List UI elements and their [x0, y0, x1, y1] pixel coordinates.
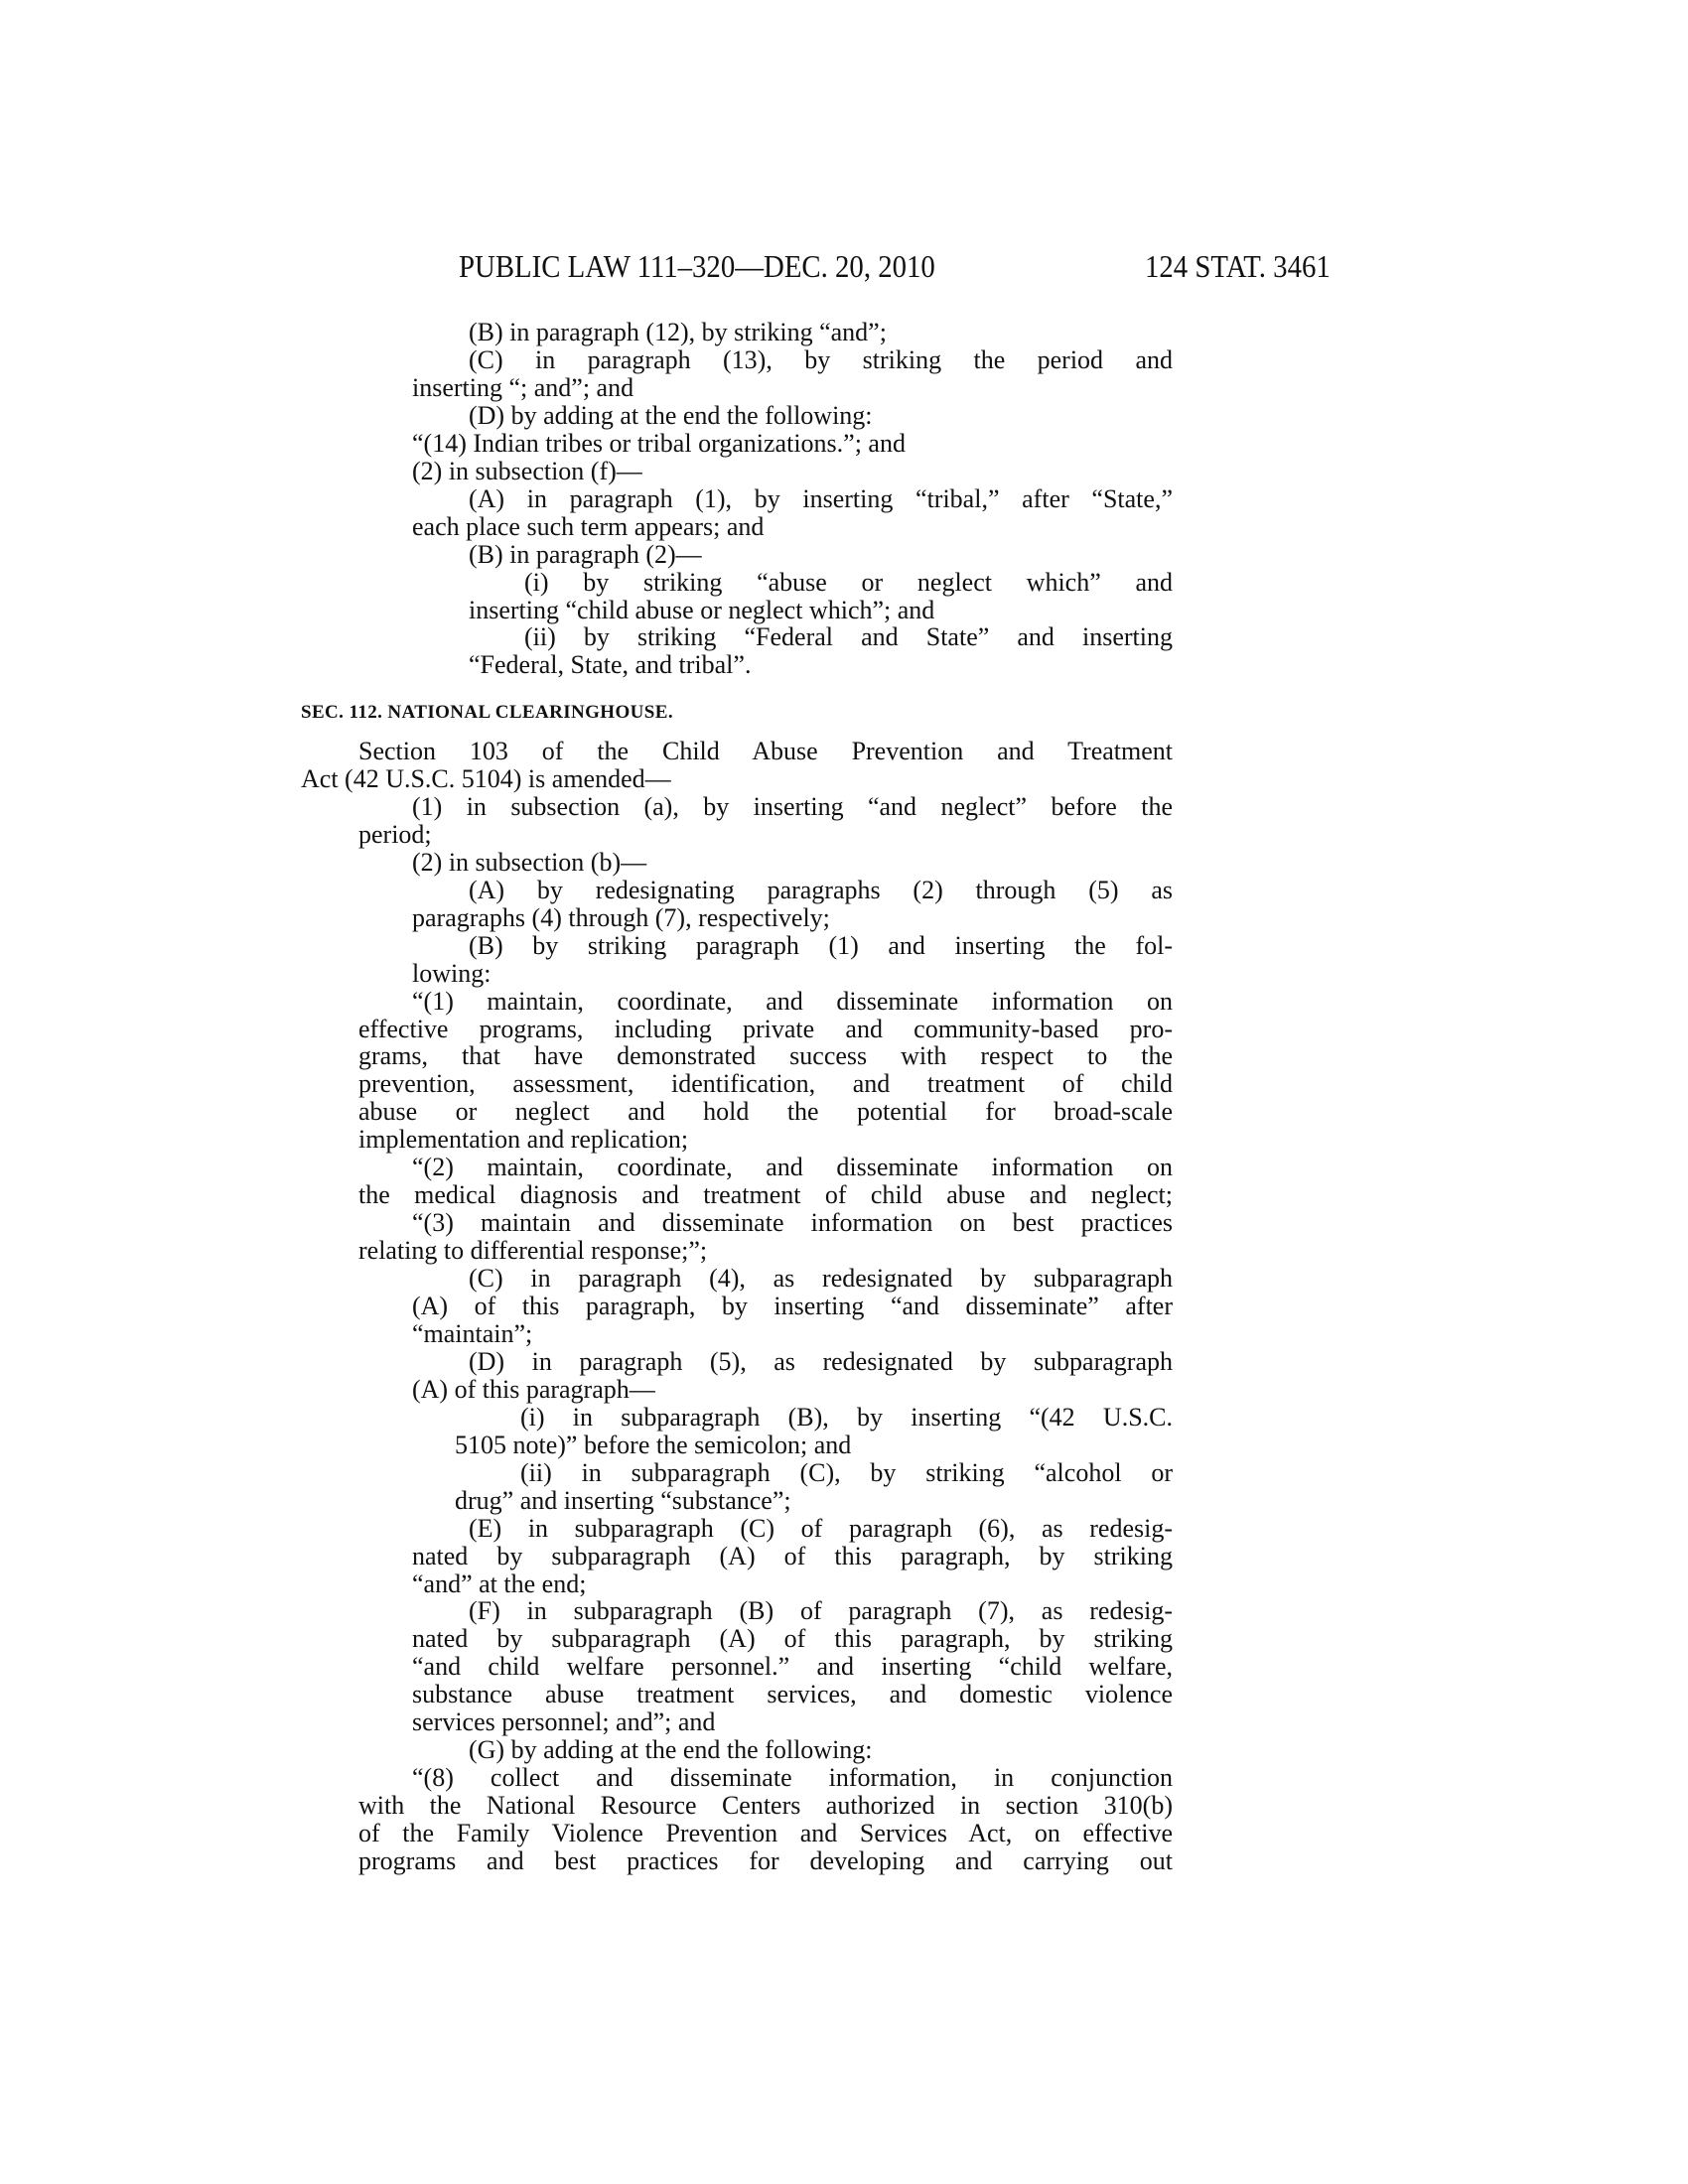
text-line: substance abuse treatment services, and domestic violence: [412, 1680, 1173, 1708]
text-line: (D) in paragraph (5), as redesignated by subparagraph: [469, 1347, 1173, 1376]
text-line: services personnel; and”; and: [412, 1707, 716, 1736]
text-line: Act (42 U.S.C. 5104) is amended—: [301, 764, 671, 793]
text-line: inserting “child abuse or neglect which”; and: [469, 596, 935, 624]
text-line: (i) in subparagraph (B), by inserting “(42 U.S.C.: [520, 1403, 1173, 1432]
text-line: nated by subparagraph (A) of this paragraph, by striking: [412, 1542, 1173, 1570]
text-line: (ii) by striking “Federal and State” and inserting: [524, 622, 1173, 651]
text-line: with the National Resource Centers authorized in section 310(b): [358, 1791, 1173, 1820]
section-heading: SEC. 112. NATIONAL CLEARINGHOUSE.: [301, 702, 673, 723]
text-line: nated by subparagraph (A) of this paragraph, by striking: [412, 1624, 1173, 1653]
text-line: drug” and inserting “substance”;: [455, 1486, 791, 1515]
text-line: (C) in paragraph (13), by striking the period and: [469, 345, 1173, 374]
text-line: “(14) Indian tribes or tribal organizations.”; and: [412, 429, 906, 458]
text-line: “(1) maintain, coordinate, and disseminate information on: [412, 987, 1173, 1016]
text-line: (D) by adding at the end the following:: [469, 401, 873, 430]
text-line: each place such term appears; and: [412, 512, 765, 541]
text-line: “(8) collect and disseminate information, in conjunction: [412, 1763, 1173, 1792]
text-line: relating to differential response;”;: [358, 1236, 708, 1265]
text-line: “(2) maintain, coordinate, and disseminate information on: [412, 1153, 1173, 1181]
text-line: abuse or neglect and hold the potential for broad-scale: [358, 1097, 1173, 1126]
text-line: of the Family Violence Prevention and Services Act, on effective: [358, 1819, 1173, 1847]
text-line: effective programs, including private and community-based pro-: [358, 1015, 1173, 1043]
text-line: “maintain”;: [412, 1319, 533, 1348]
text-line: (2) in subsection (f)—: [412, 457, 642, 485]
text-line: (B) by striking paragraph (1) and inserting the fol-: [469, 931, 1173, 960]
text-line: (C) in paragraph (4), as redesignated by subparagraph: [469, 1264, 1173, 1293]
text-line: programs and best practices for developing and carrying out: [358, 1846, 1173, 1875]
text-line: “and child welfare personnel.” and inserting “child welfare,: [412, 1652, 1173, 1681]
text-line: (B) in paragraph (12), by striking “and”;: [469, 318, 887, 346]
text-line: grams, that have demonstrated success with respect to the: [358, 1041, 1173, 1070]
text-line: “(3) maintain and disseminate information on best practices: [412, 1208, 1173, 1237]
text-line: paragraphs (4) through (7), respectively;: [412, 903, 830, 932]
text-line: Section 103 of the Child Abuse Prevention and Treatment: [358, 737, 1173, 765]
text-line: (A) of this paragraph, by inserting “and disseminate” after: [412, 1292, 1173, 1320]
text-line: (i) by striking “abuse or neglect which” and: [524, 568, 1173, 597]
text-line: (ii) in subparagraph (C), by striking “alcohol or: [520, 1458, 1173, 1487]
text-line: (1) in subsection (a), by inserting “and neglect” before the: [412, 792, 1173, 821]
text-line: (2) in subsection (b)—: [412, 848, 647, 877]
text-line: lowing:: [412, 959, 492, 988]
text-line: (E) in subparagraph (C) of paragraph (6), as redesig-: [469, 1514, 1173, 1543]
text-line: implementation and replication;: [358, 1125, 689, 1154]
text-line: the medical diagnosis and treatment of child abuse and neglect;: [358, 1180, 1173, 1209]
text-line: (A) in paragraph (1), by inserting “tribal,” after “State,”: [469, 484, 1173, 513]
text-line: inserting “; and”; and: [412, 373, 634, 402]
text-line: 5105 note)” before the semicolon; and: [455, 1431, 852, 1459]
running-header-title: PUBLIC LAW 111–320—DEC. 20, 2010: [459, 248, 935, 284]
text-line: (A) by redesignating paragraphs (2) through (5) as: [469, 876, 1173, 904]
text-line: (A) of this paragraph—: [412, 1375, 655, 1404]
text-line: (G) by adding at the end the following:: [469, 1735, 873, 1764]
text-line: “and” at the end;: [412, 1570, 587, 1598]
running-header-stat-page: 124 STAT. 3461: [1145, 248, 1331, 284]
text-line: period;: [358, 820, 432, 849]
text-line: prevention, assessment, identification, and treatment of child: [358, 1069, 1173, 1098]
text-line: (F) in subparagraph (B) of paragraph (7), as redesig-: [469, 1596, 1173, 1625]
text-line: “Federal, State, and tribal”.: [469, 650, 752, 679]
text-line: (B) in paragraph (2)—: [469, 540, 702, 569]
